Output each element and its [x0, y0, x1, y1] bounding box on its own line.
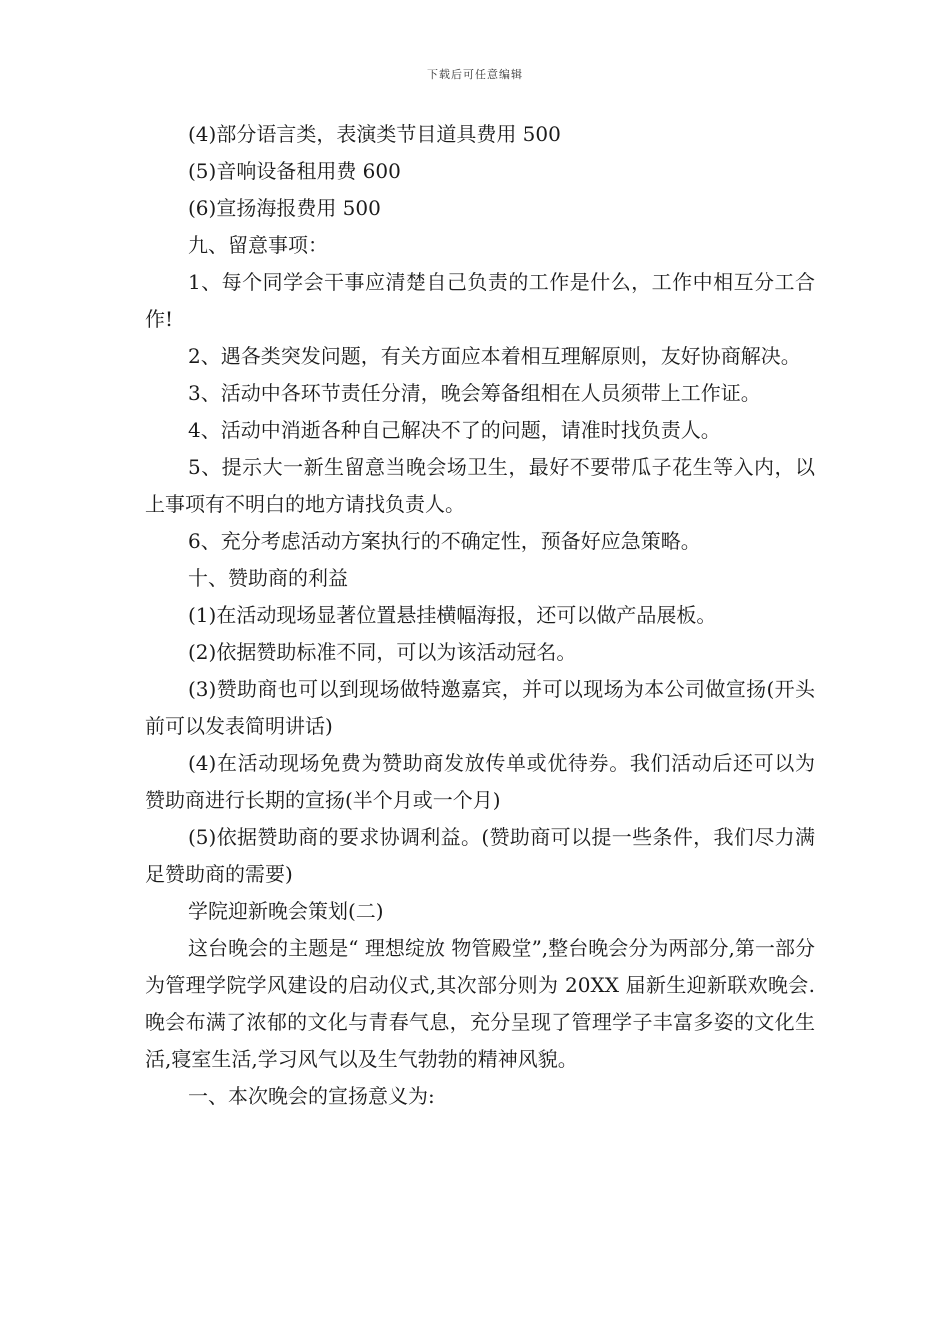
- document-body: [145, 116, 815, 1115]
- budget-item-audio: (5)音响设备租用费 600: [188, 159, 401, 183]
- note-item-3: 3、活动中各环节责任分清，晚会筹备组相在人员须带上工作证。: [188, 381, 761, 405]
- intro-paragraph: 这台晚会的主题是“ 理想绽放 物管殿堂”,整台晚会分为两部分,第一部分为管理学院学风建设的启动仪式,其次部分则为 20XX 届新生迎新联欢晚会.晚会布满了浓郁的文化与青春气息，充分呈现了管理学子丰富多姿的文化生活,寝室生活,学习风气以及生气勃勃的精神风貌。: [145, 936, 815, 1071]
- sponsor-item-3: (3)赞助商也可以到现场做特邀嘉宾，并可以现场为本公司做宣扬(开头前可以发表简明讲话): [145, 677, 815, 738]
- sponsor-item-2: (2)依据赞助标准不同，可以为该活动冠名。: [188, 640, 577, 664]
- budget-item-props: (4)部分语言类，表演类节目道具费用 500: [188, 122, 561, 146]
- sponsor-item-4: (4)在活动现场免费为赞助商发放传单或优待券。我们活动后还可以为赞助商进行长期的宣扬(半个月或一个月): [145, 751, 815, 812]
- note-item-2: 2、遇各类突发问题，有关方面应本着相互理解原则，友好协商解决。: [188, 344, 801, 368]
- note-item-1: 1、每个同学会干事应清楚自己负责的工作是什么，工作中相互分工合作!: [145, 270, 815, 331]
- note-item-4: 4、活动中消逝各种自己解决不了的问题，请准时找负责人。: [188, 418, 721, 442]
- section-heading-notes: 九、留意事项：: [188, 233, 328, 257]
- note-item-6: 6、充分考虑活动方案执行的不确定性，预备好应急策略。: [188, 529, 701, 553]
- sponsor-item-5: (5)依据赞助商的要求协调利益。(赞助商可以提一些条件，我们尽力满足赞助商的需要): [145, 825, 815, 886]
- section-heading-significance: 一、本次晚会的宣扬意义为:: [188, 1084, 435, 1108]
- sponsor-item-1: (1)在活动现场显著位置悬挂横幅海报，还可以做产品展板。: [188, 603, 717, 627]
- section-title-plan-two: 学院迎新晚会策划(二): [188, 899, 384, 923]
- budget-item-poster: (6)宣扬海报费用 500: [188, 196, 381, 220]
- section-heading-sponsor: 十、赞助商的利益: [188, 566, 348, 590]
- page-header: 下载后可任意编辑: [427, 68, 523, 81]
- note-item-5: 5、提示大一新生留意当晚会场卫生，最好不要带瓜子花生等入内，以上事项有不明白的地方请找负责人。: [145, 455, 815, 516]
